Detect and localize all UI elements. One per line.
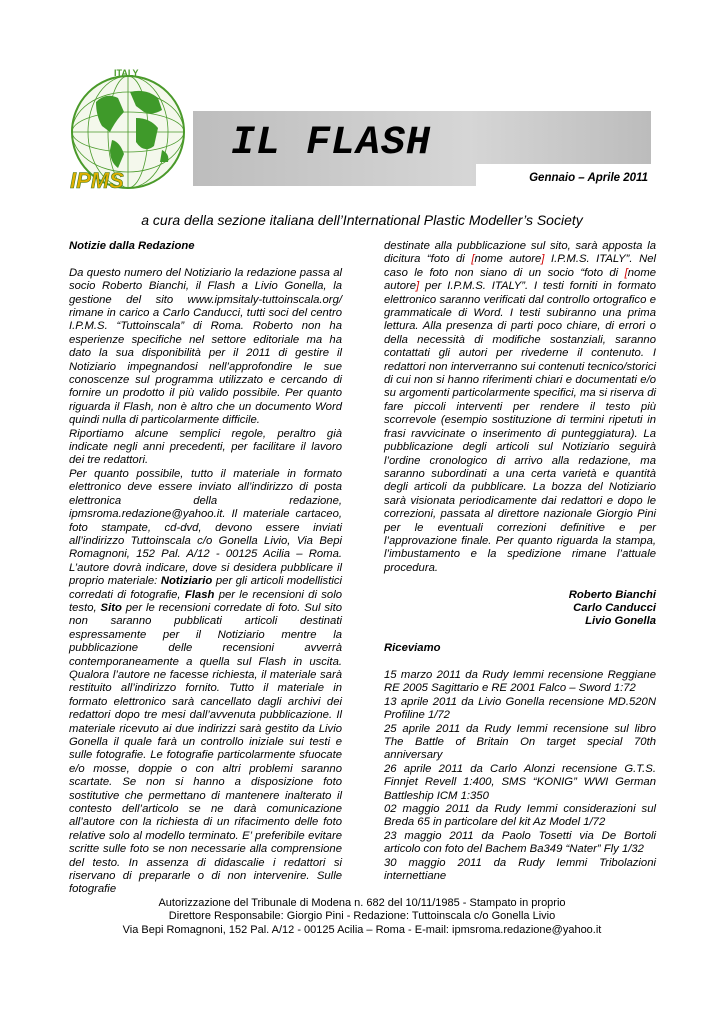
footer-line: Via Bepi Romagnoni, 152 Pal. A/12 - 00125 Acilia – Roma - E-mail: ipmsroma.redazione@yahoo.it [122, 923, 602, 936]
subtitle: a cura della sezione italiana dell’International Plastic Modeller’s Society [141, 212, 583, 228]
bold-sito: Sito [100, 601, 122, 614]
section-heading-notizie: Notizie dalla Redazione [69, 240, 195, 252]
logo-country: ITALY [114, 68, 139, 78]
footer-line: Autorizzazione del Tribunale di Modena n. 682 del 10/11/1985 - Stampato in proprio [158, 897, 566, 909]
list-item: 30 maggio 2011 da Rudy Iemmi Tribolazioni internettiane [384, 856, 656, 883]
list-item: 26 aprile 2011 da Carlo Alonzi recensione G.T.S. Finnjet Revell 1:400, SMS “KONIG” WWI German Battleship ICM 1:350 [384, 762, 656, 802]
list-item: 25 aprile 2011 da Rudy Iemmi recensione sul libro The Battle of Britain On target special 70th anniversary [384, 722, 656, 762]
list-item: 15 marzo 2011 da Rudy Iemmi recensione Reggiane RE 2005 Sagittario e RE 2001 Falco – Sword 1:72 [384, 668, 656, 695]
paragraph: Riportiamo alcune semplici regole, peraltro già indicate negli anni precedenti, per facilitare il lavoro dei tre redattori. [69, 427, 342, 467]
left-column [69, 240, 342, 897]
bold-flash: Flash [184, 588, 215, 601]
footer-line: Direttore Responsabile: Giorgio Pini - Redazione: Tuttoinscala c/o Gonella Livio [168, 910, 556, 923]
paragraph: Da questo numero del Notiziario la redazione passa al socio Roberto Bianchi, il Flash a Livio Gonella, la gestione del sito www.ipmsitaly-tuttoinscala.org/ rimane in carico a Carlo Canducci, tutti soci del centro I.P.M.S. “Tuttoinscala” di Roma. Roberto non ha esperienze specifiche nel settore editoriale ma ha dato la sua disponibilità per il 2011 di gestire il Notiziario impegnandosi nell’approfondire le sue conoscenze sul programma utilizzato e cercando di fornire un prodotto il più valido possibile. Per quanto riguarda il Flash, non è altro che un documento Word quindi nulla di particolarmente difficile. [69, 266, 342, 427]
list-item: 13 aprile 2011 da Livio Gonella recensione MD.520N Profiline 1/72 [384, 695, 656, 722]
signature: Livio Gonella [585, 615, 656, 628]
ipms-italy-logo [66, 62, 188, 198]
masthead-title: IL FLASH [231, 121, 432, 166]
signature: Roberto Bianchi [568, 588, 656, 601]
paragraph: destinate alla pubblicazione sul sito, sarà apposta la dicitura “foto di [nome autore] I.P.M.S. ITALY”. Nel caso le foto non siano di un socio “foto di [nome autore] per I.P.M.S. ITALY”. I testi forniti in formato elettronico saranno verificati dal controllo ortografico e grammaticale di Word. I testi subiranno una prima lettura. Alla presenza di parti poco chiare, di errori o della necessità di modifiche sostanziali, saranno contattati gli autori per rivederne il contenuto. I redattori non interverranno sui contenuti tecnico/storici di cui non si hanno riferimenti chiari e documentati e/o su argomenti particolarmente specifici, ma si riserva di fare piccoli interventi per rendere il testo più scorrevole (esempio sostituzione di termini ripetuti in frasi ravvicinate o inserimento di punteggiatura). La pubblicazione degli articoli sul Notiziario seguirà l’ordine cronologico di arrivo alla redazione, ma saranno subordinati a una certa varietà e quantità degli articoli da pubblicare. La bozza del Notiziario sarà visionata periodicamente dai redattori e dopo le correzioni, passata al direttore nazionale Giorgio Pini per le eventuali correzioni definitive e per l’approvazione finale. Per quanto riguarda la stampa, l’imbustamento e la spedizione rimane l’attuale procedura. [384, 240, 657, 574]
right-column [384, 240, 656, 883]
issue-date-box [476, 164, 652, 191]
footer [0, 897, 724, 937]
paragraph: Per quanto possibile, tutto il materiale in formato elettronico deve essere inviato all’indirizzo di posta elettronica della redazione, ipmsroma.redazione@yahoo.it. Il materiale cartaceo, foto stampate, cd-dvd, devono essere inviati all’indirizzo Tuttoinscala c/o Gonella Livio, Via Bepi Romagnoni, 152 Pal. A/12 - 00125 Acilia – Roma. L’autore dovrà indicare, dove si desidera pubblicare il proprio materiale: Notiziario per gli articoli modellistici corredati di fotografie, Flash per le recensioni di solo testo, Sito per le recensioni corredate di foto. Sul sito non saranno pubblicati articoli destinati espressamente per il Notiziario mentre la pubblicazione delle recensioni avverrà contemporaneamente a quella sul Flash in uscita. Qualora l’autore ne facesse richiesta, il materiale sarà restituito all’indirizzo fornito. Tutto il materiale in formato elettronico sarà cancellato dagli archivi dei redattori dopo tre mesi dall’avvenuta pubblicazione. Il materiale ricevuto ai due indirizzi sarà gestito da Livio Gonella il quale farà un controllo iniziale sui testi e sulle fotografie. Le fotografie particolarmente sfuocate e/o mosse, doppie o con altri problemi saranno scartate. Se non si hanno a disposizione foto sostitutive che permettano di mantenere inalterato il contesto dell’articolo se ne darà comunicazione all’autore con la richiesta di un rifacimento delle foto relative solo al modello terminato. E’ preferibile evitare scritte sulle foto se non necessarie alla comprensione del testo. In assenza di didascalie i redattori si riservano di prepararle o di non intervenire. Sulle fotografie [69, 467, 343, 896]
issue-date: Gennaio – Aprile 2011 [529, 172, 648, 184]
section-heading-riceviamo: Riceviamo [384, 642, 441, 655]
list-item: 23 maggio 2011 da Paolo Tosetti via De Bortoli articolo con foto del Bachem Ba349 “Nater” Fly 1/32 [384, 829, 656, 856]
bold-notiziario: Notiziario [160, 575, 213, 588]
logo-letters: IPMS [70, 168, 124, 193]
list-item: 02 maggio 2011 da Rudy Iemmi considerazioni sul Breda 65 in particolare del kit Az Model 1/72 [384, 803, 656, 829]
signature: Carlo Canducci [573, 601, 656, 614]
